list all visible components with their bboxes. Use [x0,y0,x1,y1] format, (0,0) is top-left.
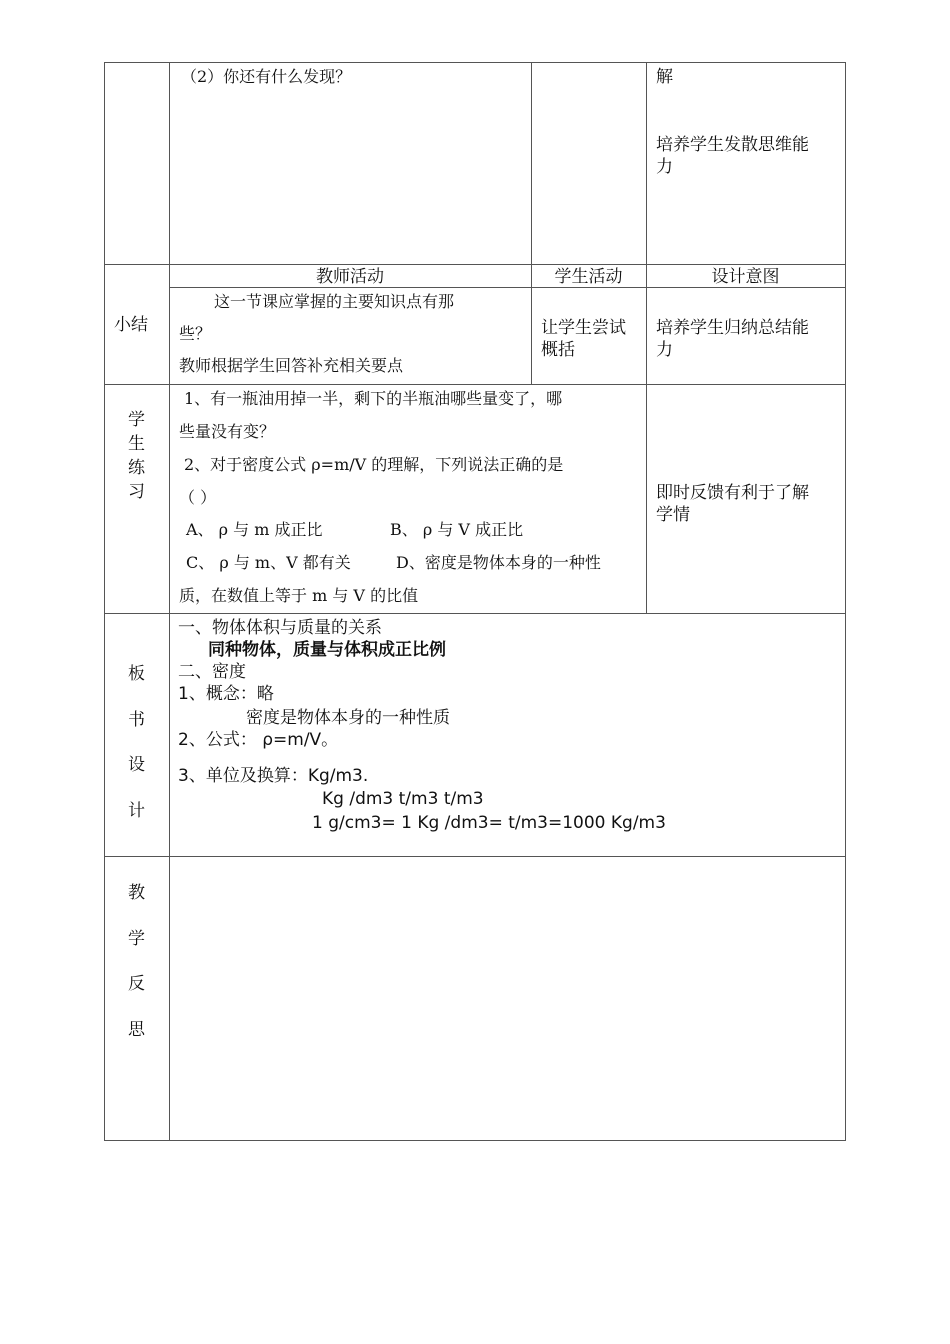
practice-question-2: （ ） [179,488,217,507]
summary-intent-text: 培养学生归纳总结能 [656,318,809,338]
board-line: 1 g/cm3= 1 Kg /dm3= t/m3=1000 Kg/m3 [312,813,666,833]
board-line: 1、概念：略 [178,684,274,704]
practice-intent-text: 即时反馈有利于了解 [656,483,809,503]
option-d: 质，在数值上等于 m 与 V 的比值 [179,586,419,605]
summary-label: 小结 [114,315,148,335]
practice-label-char: 练 [128,458,145,478]
board-label-char: 设 [128,755,145,775]
reflection-label-char: 思 [128,1020,145,1040]
board-line-emphasis: 同种物体，质量与体积成正比例 [208,640,446,660]
board-label-char: 书 [128,710,145,730]
board-line: 2、公式： ρ=m/V。 [178,730,339,750]
practice-question-2: 2、对于密度公式 ρ=m/V 的理解，下列说法正确的是 [184,455,564,474]
header-student: 学生活动 [554,267,623,287]
intent-text: 力 [656,157,673,177]
practice-question-1: 1、有一瓶油用掉一半，剩下的半瓶油哪些量变了，哪 [184,389,563,408]
summary-intent-text: 力 [656,340,673,360]
practice-label-char: 学 [128,410,145,430]
header-intent: 设计意图 [711,267,780,287]
summary-teacher-text: 些？ [179,324,212,343]
summary-teacher-text: 这一节课应掌握的主要知识点有那 [214,292,455,311]
summary-student-text: 概括 [541,340,575,360]
intent-text: 解 [656,67,673,87]
summary-student-text: 让学生尝试 [541,318,626,338]
reflection-label-char: 反 [128,974,145,994]
summary-teacher-text: 教师根据学生回答补充相关要点 [179,356,404,375]
option-c: C、 ρ 与 m、V 都有关 [186,553,351,572]
intent-text: 培养学生发散思维能 [656,135,809,155]
reflection-label-char: 学 [128,929,145,949]
board-line: Kg /dm3 t/m3 t/m3 [322,789,484,809]
board-line: 3、单位及换算：Kg/m3. [178,766,369,786]
option-d: D、密度是物体本身的一种性 [396,553,601,572]
reflection-label-char: 教 [128,883,145,903]
discovery-question: （2）你还有什么发现？ [181,67,352,86]
option-a: A、 ρ 与 m 成正比 [186,520,323,539]
reflection-content-area [170,857,845,1140]
board-line: 一、物体体积与质量的关系 [178,618,382,638]
board-line: 密度是物体本身的一种性质 [246,708,450,728]
board-line: 二、密度 [178,662,246,682]
board-label-char: 计 [128,801,145,821]
board-label-char: 板 [128,664,145,684]
practice-label-char: 生 [128,434,145,454]
practice-question-1: 些量没有变？ [179,422,276,441]
header-teacher: 教师活动 [316,267,384,287]
practice-intent-text: 学情 [656,505,690,525]
option-b: B、 ρ 与 V 成正比 [390,520,524,539]
practice-label-char: 习 [128,482,145,502]
